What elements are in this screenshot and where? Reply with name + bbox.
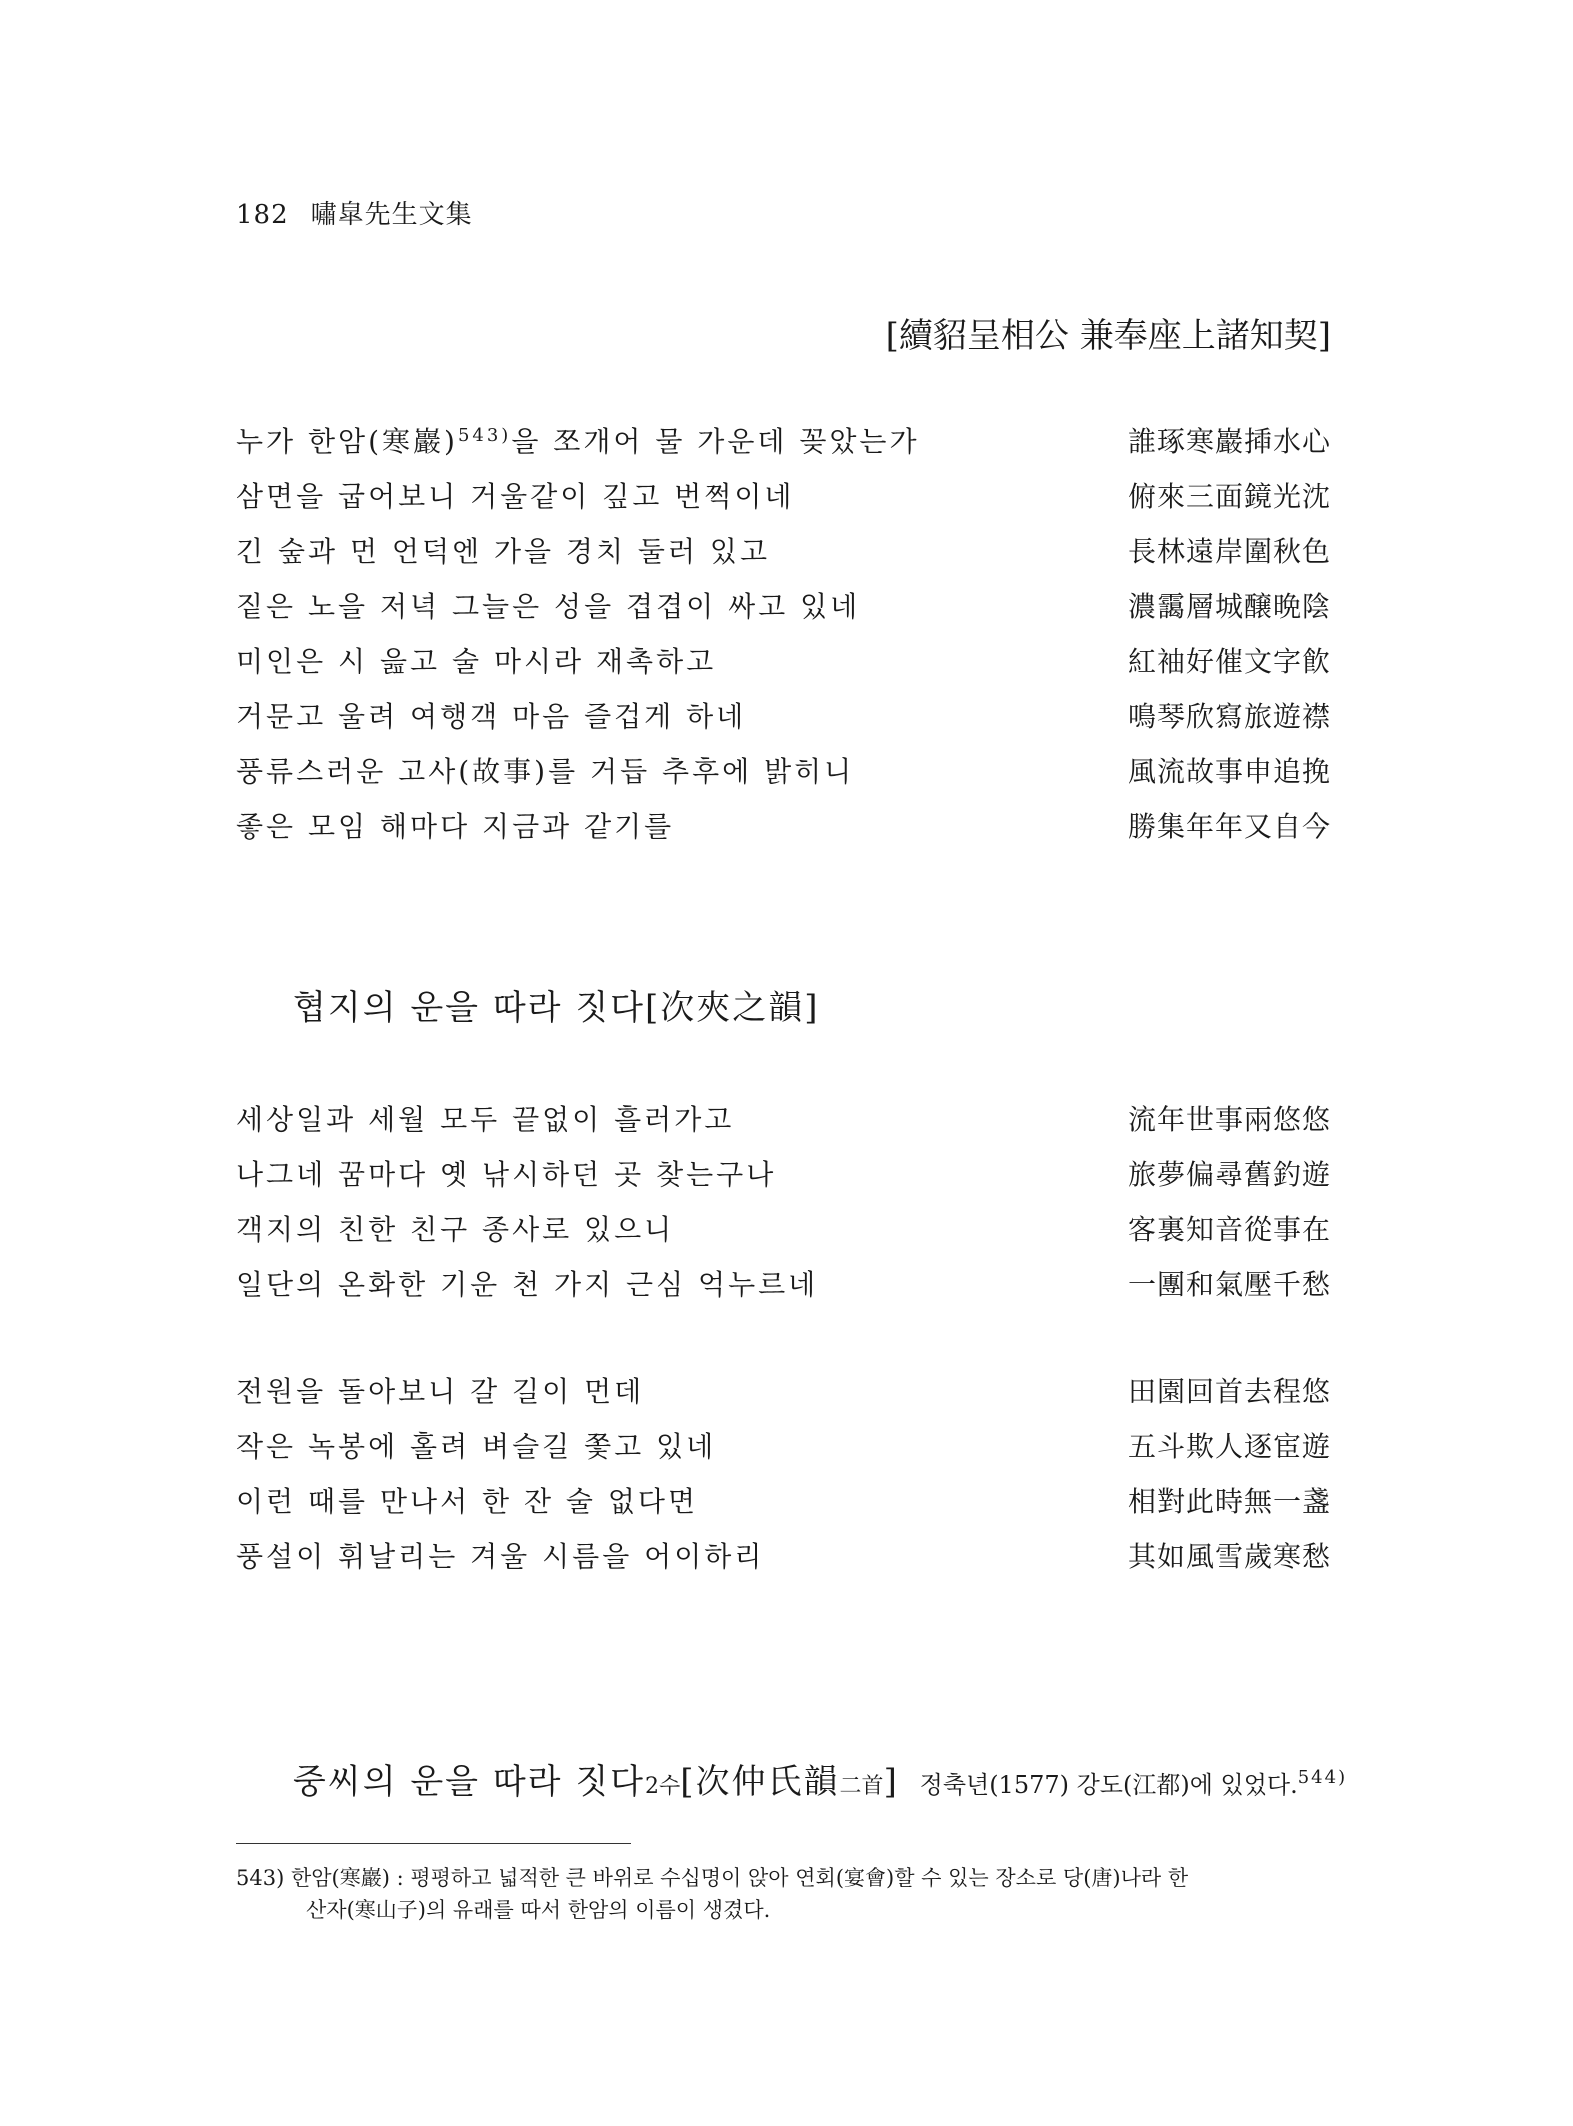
hanja-verse: 五斗欺人逐宦遊 xyxy=(1127,1430,1331,1463)
korean-verse: 거문고 울려 여행객 마음 즐겁게 하네 xyxy=(236,700,747,733)
poem-line xyxy=(236,750,1331,805)
hanja-verse: 相對此時無一盞 xyxy=(1127,1485,1331,1518)
hanja-verse: 流年世事兩悠悠 xyxy=(1127,1103,1331,1136)
poem-count: 2수 xyxy=(645,1774,681,1799)
poem-line xyxy=(236,640,1331,695)
korean-verse-part: 을 쪼개어 물 가운데 꽂았는가 xyxy=(511,425,920,458)
poem-title-3-hanja: [次仲氏韻 xyxy=(680,1762,840,1802)
korean-verse: 나그네 꿈마다 옛 낚시하던 곳 찾는구나 xyxy=(236,1158,777,1191)
korean-verse: 일단의 온화한 기운 천 가지 근심 억누르네 xyxy=(236,1268,819,1301)
korean-verse: 세상일과 세월 모두 끝없이 흘러가고 xyxy=(236,1103,735,1136)
poem-title-3 xyxy=(293,1754,1347,1803)
poem-title-2: 협지의 운을 따라 짓다[次夾之韻] xyxy=(293,988,820,1028)
korean-verse xyxy=(236,420,920,460)
poem-title-3-main: 중씨의 운을 따라 짓다 xyxy=(293,1762,646,1802)
korean-verse: 좋은 모임 해마다 지금과 같기를 xyxy=(236,810,675,843)
hanja-verse: 誰琢寒巖揷水心 xyxy=(1127,425,1331,458)
korean-verse: 긴 숲과 먼 언덕엔 가을 경치 둘러 있고 xyxy=(236,535,771,568)
poem-title-1: [續貂呈相公 兼奉座上諸知契] xyxy=(885,316,1331,356)
korean-verse: 풍설이 휘날리는 겨울 시름을 어이하리 xyxy=(236,1540,765,1573)
poem-line xyxy=(236,585,1331,640)
footnote-543 xyxy=(236,1862,1336,1926)
poem-line xyxy=(236,1153,1331,1208)
poem-line xyxy=(236,695,1331,750)
poem-line xyxy=(236,530,1331,585)
korean-verse: 삼면을 굽어보니 거울같이 깊고 번쩍이네 xyxy=(236,480,795,513)
poem-line xyxy=(236,1098,1331,1153)
poem-line xyxy=(236,1480,1331,1535)
korean-verse: 객지의 친한 친구 종사로 있으니 xyxy=(236,1213,675,1246)
poem-2-stanza-1 xyxy=(236,1098,1331,1318)
footnote-line: 산자(寒山子)의 유래를 따서 한암의 이름이 생겼다. xyxy=(306,1898,771,1922)
hanja-verse: 風流故事申追挽 xyxy=(1127,755,1331,788)
korean-verse: 미인은 시 읊고 술 마시라 재촉하고 xyxy=(236,645,717,678)
poem-2-stanza-2 xyxy=(236,1370,1331,1590)
footnote-divider xyxy=(236,1843,631,1844)
poem-line xyxy=(236,805,1331,860)
poem-note: 정축년(1577) 강도(江都)에 있었다. xyxy=(919,1771,1298,1799)
poem-line xyxy=(236,1370,1331,1425)
korean-verse: 작은 녹봉에 홀려 벼슬길 쫓고 있네 xyxy=(236,1430,717,1463)
hanja-verse: 紅袖好催文字飮 xyxy=(1127,645,1331,678)
hanja-verse: 客裏知音從事在 xyxy=(1127,1213,1331,1246)
hanja-verse: 鳴琴欣寫旅遊襟 xyxy=(1127,700,1331,733)
page-number: 182 xyxy=(236,200,289,230)
hanja-verse: 長林遠岸圍秋色 xyxy=(1127,535,1331,568)
korean-verse: 이런 때를 만나서 한 잔 술 없다면 xyxy=(236,1485,699,1518)
poem-line xyxy=(236,475,1331,530)
korean-verse-part: 누가 한암(寒巖) xyxy=(236,425,458,458)
korean-verse: 풍류스러운 고사(故事)를 거듭 추후에 밝히니 xyxy=(236,755,855,788)
poem-count-hanja: 二首 xyxy=(839,1774,884,1799)
korean-verse: 짙은 노을 저녁 그늘은 성을 겹겹이 싸고 있네 xyxy=(236,590,861,623)
hanja-verse: 田園回首去程悠 xyxy=(1127,1375,1331,1408)
poem-line xyxy=(236,420,1331,475)
bracket-close: ] xyxy=(883,1762,899,1802)
poem-line xyxy=(236,1535,1331,1590)
hanja-verse: 濃靄層城醸晩陰 xyxy=(1127,590,1331,623)
poem-line xyxy=(236,1263,1331,1318)
hanja-verse: 其如風雪歲寒愁 xyxy=(1127,1540,1331,1573)
poem-1 xyxy=(236,420,1331,860)
korean-verse: 전원을 돌아보니 갈 길이 먼데 xyxy=(236,1375,645,1408)
hanja-verse: 勝集年年又自今 xyxy=(1127,810,1331,843)
hanja-verse: 俯來三面鏡光沈 xyxy=(1127,480,1331,513)
footnote-ref: 543) xyxy=(457,425,512,446)
poem-line xyxy=(236,1208,1331,1263)
running-head xyxy=(236,194,473,231)
footnote-ref: 544) xyxy=(1297,1767,1348,1788)
footnote-line: 543) 한암(寒巖) : 평평하고 넓적한 큰 바위로 수십명이 앉아 연회(宴會)할 수 있는 장소로 당(唐)나라 한 xyxy=(236,1866,1189,1890)
book-title: 嘯皐先生文集 xyxy=(310,200,473,230)
hanja-verse: 旅夢偏尋舊釣遊 xyxy=(1127,1158,1331,1191)
poem-line xyxy=(236,1425,1331,1480)
hanja-verse: 一團和氣壓千愁 xyxy=(1127,1268,1331,1301)
